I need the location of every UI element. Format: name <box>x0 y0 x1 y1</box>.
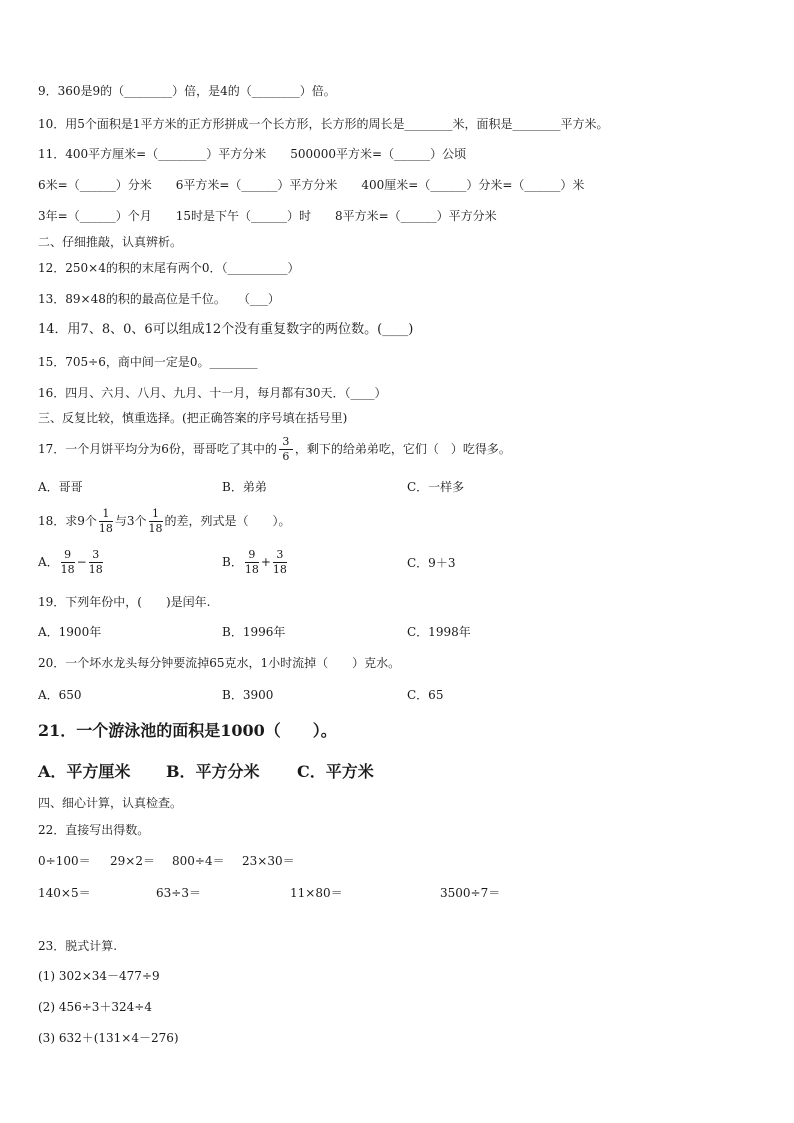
q17-fraction <box>279 436 293 463</box>
q18-optB-frac-2 <box>273 549 287 576</box>
q21-option-a: A．平方厘米 <box>38 762 131 781</box>
q17-option-a: A．哥哥 <box>38 480 83 494</box>
question-12: 12．250×4的积的末尾有两个0．（__________） <box>38 261 300 275</box>
q18-f1-num: 1 <box>102 507 110 520</box>
q19-option-a: A．1900年 <box>38 625 102 639</box>
q21-option-b: B．平方分米 <box>166 762 260 781</box>
q18-text-b: 与3个 <box>114 514 147 528</box>
q18-optB-d2: 18 <box>272 563 287 576</box>
q18-option-c: C．9＋3 <box>407 556 456 570</box>
q23-item-2: (2) 456÷3＋324÷4 <box>38 1000 153 1014</box>
q17-frac-den: 6 <box>282 450 290 463</box>
q17-text-after: ，剩下的给弟弟吃，它们（ ）吃得多。 <box>294 442 511 456</box>
q18-f2-den: 18 <box>148 522 163 535</box>
q18-option-b <box>222 547 289 577</box>
q19-option-b: B．1996年 <box>222 625 286 639</box>
q18-optA-d2: 18 <box>88 563 103 576</box>
q17-option-c: C．一样多 <box>407 480 465 494</box>
question-13: 13．89×48的积的最高位是千位。 （___） <box>38 292 280 306</box>
q18-fraction-2 <box>149 508 163 535</box>
question-16: 16．四月、六月、八月、九月、十一月，每月都有30天．（____） <box>38 386 387 400</box>
q22-item-4: 23×30＝ <box>242 854 295 868</box>
q18-optA-op: − <box>76 555 87 569</box>
q22-item-5: 140×5＝ <box>38 886 91 900</box>
q17-frac-num: 3 <box>282 435 290 448</box>
q22-item-7: 11×80＝ <box>290 886 343 900</box>
q18-option-a <box>38 547 105 577</box>
question-17 <box>38 434 511 464</box>
q20-option-a: A．650 <box>38 688 82 702</box>
question-15: 15．705÷6，商中间一定是0。________ <box>38 355 258 369</box>
q22-item-6: 63÷3＝ <box>156 886 201 900</box>
q18-optA-frac-2 <box>89 549 103 576</box>
question-23: 23．脱式计算. <box>38 939 118 953</box>
q18-optB-frac-1 <box>245 549 259 576</box>
q18-optA-n1: 9 <box>64 548 72 561</box>
question-22: 22．直接写出得数。 <box>38 823 150 837</box>
section-2-heading: 二、仔细推敲，认真辨析。 <box>38 235 183 249</box>
q23-item-3: (3) 632＋(131×4－276) <box>38 1031 179 1045</box>
question-18 <box>38 506 291 536</box>
q17-option-b: B．弟弟 <box>222 480 267 494</box>
q18-optB-d1: 18 <box>244 563 259 576</box>
q22-item-1: 0÷100＝ <box>38 854 91 868</box>
q22-item-2: 29×2＝ <box>110 854 155 868</box>
q18-fraction-1 <box>99 508 113 535</box>
question-11-line-3: 3年=（______）个月 15时是下午（______）时 8平方米=（______）平方分米 <box>38 209 497 223</box>
q20-option-c: C．65 <box>407 688 444 702</box>
section-4-heading: 四、细心计算，认真检查。 <box>38 796 183 810</box>
q19-option-c: C．1998年 <box>407 625 471 639</box>
q18-optA-d1: 18 <box>60 563 75 576</box>
section-3-heading: 三、反复比较，慎重选择。(把正确答案的序号填在括号里) <box>38 411 348 425</box>
q18-f2-num: 1 <box>152 507 160 520</box>
q18-optA-n2: 3 <box>92 548 100 561</box>
q21-option-c: C．平方米 <box>297 762 374 781</box>
q18-optB-n2: 3 <box>276 548 284 561</box>
q18-text-a: 18．求9个 <box>38 514 97 528</box>
q23-item-1: (1) 302×34－477÷9 <box>38 969 160 983</box>
q17-text-before: 17．一个月饼平均分为6份，哥哥吃了其中的 <box>38 442 277 456</box>
question-14: 14．用7、8、0、6可以组成12个没有重复数字的两位数。(____) <box>38 322 414 337</box>
question-19: 19．下列年份中，( )是闰年. <box>38 595 211 609</box>
q22-item-3: 800÷4＝ <box>172 854 225 868</box>
q22-item-8: 3500÷7＝ <box>440 886 501 900</box>
question-9: 9．360是9的（________）倍，是4的（________）倍。 <box>38 84 336 98</box>
question-20: 20．一个坏水龙头每分钟要流掉65克水，1小时流掉（ ）克水。 <box>38 656 401 670</box>
question-10: 10．用5个面积是1平方米的正方形拼成一个长方形，长方形的周长是________米，面积是________平方米。 <box>38 117 609 131</box>
q18-optB-label: B． <box>222 555 243 569</box>
q18-optB-op: + <box>260 555 271 569</box>
q18-optA-frac-1 <box>61 549 75 576</box>
q18-optA-label: A． <box>38 555 59 569</box>
question-21: 21．一个游泳池的面积是1000（ ）。 <box>38 721 337 740</box>
q20-option-b: B．3900 <box>222 688 274 702</box>
question-11-line-2: 6米=（______）分米 6平方米=（______）平方分米 400厘米=（______）分米=（______）米 <box>38 178 585 192</box>
question-11-line-1: 11．400平方厘米=（________）平方分米 500000平方米=（______）公顷 <box>38 147 467 161</box>
q18-text-c: 的差，列式是（ ）。 <box>164 514 291 528</box>
q18-f1-den: 18 <box>98 522 113 535</box>
q18-optB-n1: 9 <box>248 548 256 561</box>
